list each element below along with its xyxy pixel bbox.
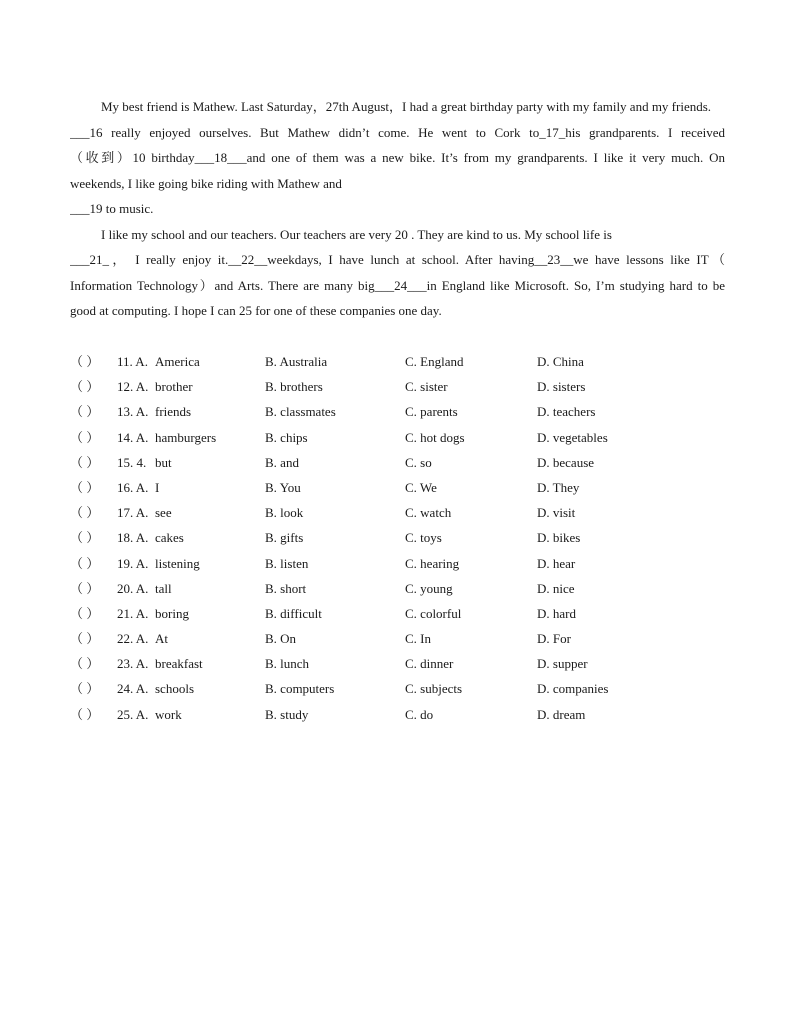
question-number: 17. A. <box>117 505 149 521</box>
option-a: America <box>155 354 200 369</box>
option-b: B. You <box>265 479 301 495</box>
answer-bracket: （ ） <box>70 681 100 697</box>
option-c: C. hearing <box>405 555 460 571</box>
option-c: C. parents <box>405 404 458 420</box>
option-b: B. look <box>265 505 304 521</box>
option-b: B. listen <box>265 555 309 571</box>
option-d: D. They <box>537 479 580 495</box>
question-row <box>70 601 670 626</box>
option-c: C. watch <box>405 505 452 521</box>
option-a: tall <box>155 580 172 596</box>
option-c: C. subjects <box>405 681 463 697</box>
option-c: C. hot dogs <box>405 429 465 445</box>
option-d: D. sisters <box>537 379 586 395</box>
passage-line: I like my school and our teachers. Our teachers are very 20 . They are kind to us. My school life is <box>101 226 612 242</box>
question-row <box>70 450 670 475</box>
answer-bracket: （ ） <box>70 505 100 521</box>
option-a: brother <box>155 379 193 395</box>
answer-bracket: （ ） <box>70 580 100 596</box>
question-row <box>70 626 670 651</box>
option-a: cakes <box>155 530 184 546</box>
answer-bracket: （ ） <box>70 656 100 672</box>
question-row <box>70 475 670 500</box>
option-d: D. teachers <box>537 404 596 420</box>
option-b: B. difficult <box>265 605 322 621</box>
passage-line: weekends, I like going bike riding with Mathew and <box>70 175 342 191</box>
option-b: B. chips <box>265 429 308 445</box>
passage-line: Information Technology）and Arts. There are many big___24___in England like Microsoft. So, I’m studying hard to be <box>70 277 725 293</box>
question-number: 18. A. <box>117 530 149 546</box>
option-c: C. toys <box>405 530 442 546</box>
option-d: D. dream <box>537 706 586 722</box>
option-c: C. colorful <box>405 605 462 621</box>
option-d: D. supper <box>537 656 588 672</box>
option-a: but <box>155 454 172 470</box>
option-d: D. China <box>537 354 584 369</box>
answer-bracket: （ ） <box>70 706 100 722</box>
answer-bracket: （ ） <box>70 454 100 470</box>
option-b: B. computers <box>265 681 335 697</box>
option-a: work <box>155 706 182 722</box>
option-d: D. bikes <box>537 530 581 546</box>
option-d: D. hear <box>537 555 576 571</box>
option-c: C. young <box>405 580 453 596</box>
question-number: 12. A. <box>117 379 149 395</box>
option-b: B. Australia <box>265 354 328 369</box>
question-row <box>70 399 670 424</box>
question-number: 13. A. <box>117 404 149 420</box>
option-a: hamburgers <box>155 429 217 445</box>
option-d: D. visit <box>537 505 576 521</box>
option-d: D. because <box>537 454 595 470</box>
question-row <box>70 374 670 399</box>
option-d: D. hard <box>537 605 576 621</box>
option-b: B. short <box>265 580 307 596</box>
answer-bracket: （ ） <box>70 530 100 546</box>
option-b: B. On <box>265 631 297 647</box>
answer-bracket: （ ） <box>70 631 100 647</box>
question-row <box>70 525 670 550</box>
question-row <box>70 702 670 727</box>
answer-bracket: （ ） <box>70 429 100 445</box>
question-list <box>70 349 670 727</box>
option-a: listening <box>155 555 200 571</box>
option-a: At <box>155 631 168 647</box>
question-row <box>70 349 670 374</box>
answer-bracket: （ ） <box>70 379 100 395</box>
question-row <box>70 425 670 450</box>
option-d: D. vegetables <box>537 429 608 445</box>
answer-bracket: （ ） <box>70 479 100 495</box>
option-a: schools <box>155 681 194 697</box>
question-number: 11. A. <box>117 354 148 369</box>
question-number: 19. A. <box>117 555 149 571</box>
question-number: 25. A. <box>117 706 149 722</box>
question-number: 22. A. <box>117 631 149 647</box>
option-d: D. nice <box>537 580 575 596</box>
option-c: C. In <box>405 631 431 647</box>
question-number: 20. A. <box>117 580 149 596</box>
answer-bracket: （ ） <box>70 354 100 369</box>
passage-line: My best friend is Mathew. Last Saturday，27th August，I had a great birthday party with my family and my friends. <box>101 99 712 114</box>
question-number: 16. A. <box>117 479 149 495</box>
question-number: 21. A. <box>117 605 149 621</box>
question-row <box>70 576 670 601</box>
answer-bracket: （ ） <box>70 555 100 571</box>
option-c: C. dinner <box>405 656 454 672</box>
option-c: C. sister <box>405 379 448 395</box>
option-b: B. brothers <box>265 379 323 395</box>
question-number: 14. A. <box>117 429 149 445</box>
passage-line: （收到）10 birthday___18___and one of them was a new bike. It’s from my grandparents. I like it very much. On <box>70 150 725 165</box>
question-number: 23. A. <box>117 656 149 672</box>
option-a: I <box>155 479 160 495</box>
reading-passage <box>70 94 725 324</box>
answer-bracket: （ ） <box>70 404 100 420</box>
answer-bracket: （ ） <box>70 605 100 621</box>
option-b: B. lunch <box>265 656 310 672</box>
question-row <box>70 651 670 676</box>
option-c: C. We <box>405 479 437 495</box>
option-d: D. For <box>537 631 571 647</box>
option-a: friends <box>155 404 192 420</box>
option-c: C. do <box>405 706 434 722</box>
question-row <box>70 551 670 576</box>
question-row <box>70 676 670 701</box>
question-number: 24. A. <box>117 681 149 697</box>
option-c: C. England <box>405 354 464 369</box>
option-b: B. gifts <box>265 530 304 546</box>
passage-line: ___19 to music. <box>70 201 154 216</box>
option-b: B. and <box>265 454 299 470</box>
option-a: boring <box>155 605 189 621</box>
question-number: 15. 4. <box>117 454 147 470</box>
option-b: B. classmates <box>265 404 336 420</box>
option-b: B. study <box>265 706 309 722</box>
option-c: C. so <box>405 454 432 470</box>
passage-line: good at computing. I hope I can 25 for one of these companies one day. <box>70 303 442 318</box>
option-d: D. companies <box>537 681 609 697</box>
option-a: breakfast <box>155 656 203 672</box>
passage-line: ___16 really enjoyed ourselves. But Mathew didn’t come. He went to Cork to_17_his grandparents. I received <box>70 124 725 140</box>
passage-line: ___21_， I really enjoy it.__22__weekdays, I have lunch at school. After having__23__we have lessons like IT（ <box>70 252 725 267</box>
option-a: see <box>155 505 172 521</box>
question-row <box>70 500 670 525</box>
